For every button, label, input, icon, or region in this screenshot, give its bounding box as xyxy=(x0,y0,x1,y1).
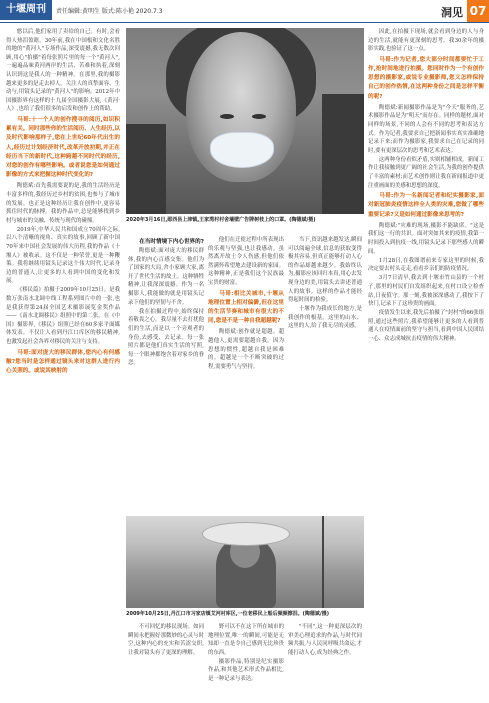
paragraph: 陶德斌:"灾难的现场,摄影不能缺席。"这是我们这一行的共识。面对突如其来的疫情,我第一时间投入到抗疫一线,用镜头记录下那些感人的瞬间。 xyxy=(368,222,484,255)
article-column-1 xyxy=(6,28,120,700)
article-column-4 xyxy=(288,236,362,514)
paragraph: 野可以不在这下所在城市的地理位置,唯一的瞬间,可能是无知却一直是令自己感到无比珍贵的东西。 xyxy=(208,624,284,656)
article-column-2 xyxy=(128,236,204,514)
section-subhead: 在当时情境下内心世界的? xyxy=(139,239,204,245)
photo-mask-billboard xyxy=(126,28,364,214)
section-title: 洞见 xyxy=(441,6,463,19)
article-column-2-lower xyxy=(128,623,204,701)
photo-caption-2: 2009年10月25日,丹江口市习家店镇艾河村库区,一位老移民上船后频频擦泪。(陶德斌/摄) xyxy=(126,611,330,617)
interview-question: 马哥:作为记者,您大部分时间都要忙于工作,抢时间地进行拍摄。您同时作为一个有创作思想的摄影家,或说专业摄影师,您又怎样保持自己的创作热情,在这两种身份之间是怎样平衡的呢? xyxy=(368,56,484,100)
interview-question: 马哥:十一个人的创作搜寻的阅历,如识积累有关。同时那些你的生活阅历、人生经历,以及时代影响那样子,您在上世纪60年代出生的人,经历过计划经济时代,改革开放初期,并正在经历当下的新时代,这种跨越不同时代的经历,对您的创作有哪些影响。或者说您是如何通过影像的方式来把握这种时代变化的? xyxy=(6,116,120,179)
photo-pole xyxy=(322,516,324,608)
paragraph: 陶德斌:新闻摄影作品是为"今天"服务的,艺术摄影作品是为"明天"而存在。同样的题材,面对同样的场景,不同的人会有不同的思考和表达方式。作为记者,我要求自己把新闻事实真实准确地记录下来;而作为摄影家,我要求自己在记录的同时,要有更深层次的思考和艺术表达。 xyxy=(368,104,484,154)
paragraph: 疫情发生以来,我先后拍摄了"封村"的66张组照,通过这些照片,我希望能够让更多的人看到普通人在疫情面前的坚守与担当,看到中国人民团结一心、众志成城抗击疫情的伟大精神。 xyxy=(368,310,484,343)
photo-tree xyxy=(126,124,166,214)
paragraph: 他们在迁徙过程中所表现出的乐观与坚强,也让我感动。虽然离开故土令人伤感,但他们依然满怀希望地去建设新的家园。这种精神,正是我们这个民族最宝贵的财富。 xyxy=(208,237,284,286)
paragraph: 陶德斌:首先我需要说的是,我的生活经历是丰富多样的,我经历过乡村的贫困,也参与了城市的发展。也正是这种经历让我在创作中,更容易抓住时代的脉搏。我的作品中,总是能够找到乡村与城市的交融、传统与现代的碰撞。 xyxy=(6,183,120,224)
article-column-3 xyxy=(208,236,284,514)
article-column-5 xyxy=(368,28,484,700)
editor-credits: 责任编辑:黄明生 版式:陈小艳 2020.7.3 xyxy=(56,8,163,15)
paragraph: 摄影作品,特别是纪实摄影作品,和其他艺术形式作品相比,是一种记录与表达。 xyxy=(208,658,284,683)
page-number: 07 xyxy=(467,0,489,22)
photo-face-mask xyxy=(210,132,274,168)
paragraph: 陶德斌:创作就是超越。超越他人,更需要超越自我。因为思想的惯性,超越自我是困难的。超越是一个不断突破的过程,需要勇气与坚持。 xyxy=(208,329,284,370)
paragraph: "不同",这一种更深层次的审美心理追求的作品,与时代同频共振,与人民同呼吸共命运,才能打动人心,成为经典之作。 xyxy=(288,624,362,656)
photo-straw-hat xyxy=(202,522,290,546)
interview-question: 马哥:相比关城市,十堰从地理位置上相对偏僻,但在这里的生活节奏和城市有很大的不同,您是不是一种自我超越呢? xyxy=(208,290,284,325)
paragraph: 1月28日,在我图谱前来专家这里的时候,我决定要去村头走走,看看乡亲们的防疫情况。 xyxy=(368,257,484,273)
article-column-4-lower xyxy=(288,623,362,701)
paragraph: 憨以后,他们家用了卖给的自己。有时,会看得人热泪盈眶。30年前,我在中国根和文化名胜的地的"黄河人"专场作品,深受震撼,我无数次回顾,用心"拍摄"着每张照片里的每一个"黄河人",一遍遍品味黄河两岸的生活、苦难和执着,深刻认识到这是我人的一种精神。在那里,我的摄影越来更多的是走去掉人。关注人的真挚面容、生动与,用镜头记录的"黄河人"的影响。2012年中国摄影界有这样的十九届全国摄影大展,《黄河·人》,也给了我们很多的启发和创作上的帮助。 xyxy=(6,29,120,113)
photo-caption-1: 2020年3月16日,郧西县上津镇,王家湾村村舍墙壁广告牌树枝上的口罩。(陶德斌/摄) xyxy=(126,217,316,223)
publication-brand: 十堰周刊 xyxy=(0,0,52,20)
paragraph: 因此,在拍摄下现场,就会看到身边的人与身边的生活,就能有更深刻的思考。我30余年的摄影实践,也验证了这一点。 xyxy=(368,29,484,53)
interview-question: 马哥:面对庞大的移民群体,您内心有何感触?您当时是怎样通过镜头来对这群人进行内心关照的。或说其映射的 xyxy=(6,349,120,375)
photo-eye xyxy=(252,114,266,119)
paragraph: 我在拍摄过程中,始终保持着敬畏之心。我尽量不去打扰他们的生活,而是以一个旁观者的身份,去感受、去记录。每一张照片都是他们真实生活的写照,每一个眼神都饱含着对家乡的眷恋。 xyxy=(128,308,204,367)
paragraph: 陶德斌:面对庞大的移民群体,我的内心百感交集。他们为了国家的大局,舍小家顾大家,离开了世代生活的故土。这种牺牲精神,让我深深震撼。作为一名摄影人,我能做的就是用镜头记录下他们的坚韧与不舍。 xyxy=(128,248,204,306)
photo-eye xyxy=(220,114,234,119)
interview-question: 马哥:作为一名新闻记者和纪实摄影家,面对新冠肺炎疫情这样全人类的灾难,您做了哪些重要记录?又是如何通过影像来思考的? xyxy=(368,193,484,218)
paragraph: 这两种身份看似矛盾,实则相辅相成。新闻工作让我接触到更广阔的社会生活,为我的创作提供了丰富的素材;而艺术创作则让我在新闻报道中更注重画面的美感和思想的深度。 xyxy=(368,156,484,189)
photo-tree xyxy=(322,94,364,214)
masthead xyxy=(0,0,489,22)
paragraph: 当下,资讯越来越发达,瞬间可以阅遍全球,信息的获取变得极其容易,但真正能够打动人心的作品却越来越少。我始终认为,摄影应该回归本真,用心去发现身边的美,用镜头去讲述普通人的故事。这样的作品才能经得起时间的检验。 xyxy=(288,237,362,304)
paragraph: 《移民篇》拍摄于2009年10月25日。是我数万张南水北调中线工程系列图片中的一张,也是我获得第24届全国艺术摄影展览金奖作品——《南水北调移民》组照中的第二张。在《中国》摄影界,《移民》组照已经在60多家平面媒体发表。不仅让人看到丹江口库区的移民精神,也激发起社会各界对移民的关注与支持。 xyxy=(6,287,120,346)
article-column-3-lower xyxy=(208,623,284,701)
paragraph: 不可回忆的移民现场。如同瞬间永把握好那微妙的心灵与时空,这种内心的充实和苦涩交织,让我对镜头有了更深的理解。 xyxy=(128,624,204,656)
paragraph: 3月7日清早,我去到十堰市竹山县的一个村子,那里的村民们自发组织起来,在村口设立检查站,日夜值守。那一刻,我被深深感动了,我按下了快门,记录下了这珍贵的画面。 xyxy=(368,275,484,308)
paragraph: 十堰作为我成长的地方,是我创作的根基。这里的山水、这里的人,给了我无尽的灵感。 xyxy=(288,306,362,330)
photo-old-migrant xyxy=(126,516,364,608)
paragraph: 2019年,中华人民共和国成立70周年之际,以八个清晰的视角、真实的故事,回顾了新中国70年来中国社会发展的伟大历程,我的作品《十堰人》被收录。这不仅是一种荣誉,更是一种鞭策。我将继续用镜头记录这个伟大时代,记录身边的普通人,让更多的人看到中国的变化和发展。 xyxy=(6,226,120,285)
header-rule xyxy=(0,22,489,23)
